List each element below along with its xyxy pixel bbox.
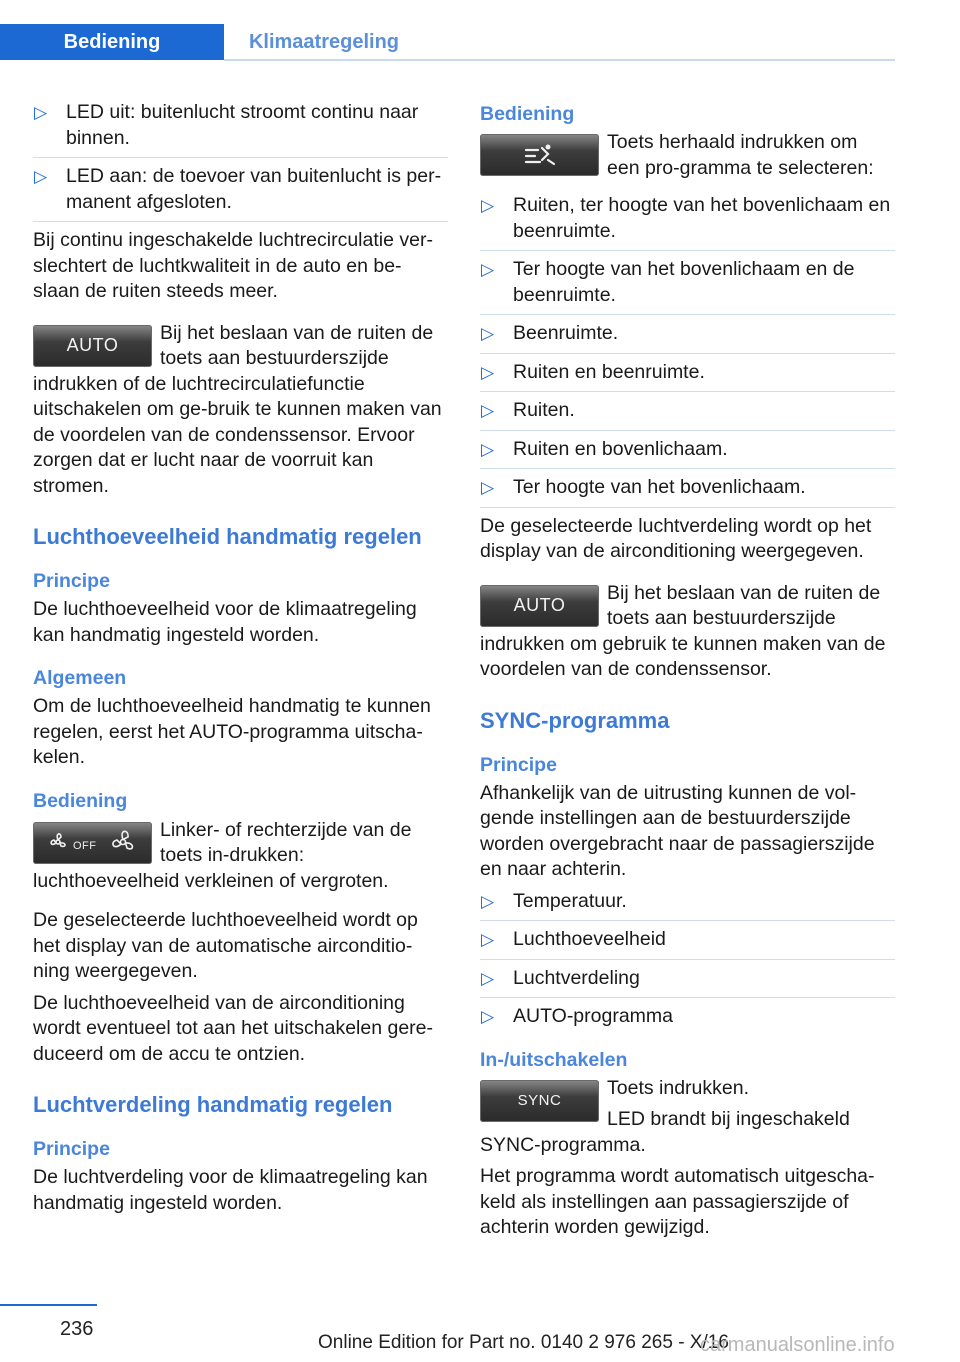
bullet-triangle-icon: ▷ <box>481 478 495 497</box>
tab-bediening[interactable]: Bediening <box>0 24 224 60</box>
paragraph: Bij het beslaan van de ruiten de toets aan bestuurderszijde indrukken of de luchtrecirculatiefunctie uitschakelen om ge‐bruik te kunnen maken van de voordelen van de condenssensor. Ervoor zorgen dat er lucht naar de voorruit kan stromen. <box>33 321 442 497</box>
paragraph: De luchtverdeling voor de klimaatregeling kan handmatig ingesteld worden. <box>33 1166 428 1214</box>
auto-note <box>480 581 895 683</box>
bullet-triangle-icon: ▷ <box>481 891 495 911</box>
auto-note <box>33 321 448 500</box>
tab-underline <box>224 59 895 61</box>
fan-icon <box>43 826 143 860</box>
auto-button-icon: AUTO <box>33 325 152 367</box>
footer-rule <box>0 1304 97 1306</box>
list-item: ▷ Luchtverdeling <box>480 966 895 999</box>
sync-button-icon: SYNC <box>480 1080 599 1122</box>
list-item: ▷ Temperatuur. <box>480 889 895 922</box>
subheading: Principe <box>33 570 110 592</box>
auto-button-icon: AUTO <box>480 585 599 627</box>
paragraph: Het programma wordt automatisch uitgescha‐keld als instellingen aan passagierszijde of achterin worden gewijzigd. <box>480 1165 875 1238</box>
list-item: ▷ Ter hoogte van het bovenlichaam en de beenruimte. <box>480 257 895 315</box>
subheading: Principe <box>33 1138 110 1160</box>
distribution-note <box>480 130 895 181</box>
air-distribution-button-icon <box>480 134 599 176</box>
right-column <box>480 100 895 1247</box>
fan-note <box>33 818 448 895</box>
bullet-triangle-icon: ▷ <box>481 439 495 459</box>
bullet-triangle-icon: ▷ <box>481 260 495 279</box>
bullet-triangle-icon: ▷ <box>481 930 495 949</box>
subheading: Principe <box>480 753 557 776</box>
paragraph: De geselecteerde luchtverdeling wordt op het display van de airconditioning weergegeven. <box>480 514 872 562</box>
paragraph: De geselecteerde luchthoeveelheid wordt op het display van de automatische airconditio‐ning weergegeven. <box>33 909 418 982</box>
section-heading: Luchthoeveelheid handmatig regelen <box>33 524 422 549</box>
paragraph: Afhankelijk van de uitrusting kunnen de vol‐gende instellingen aan de bestuurderszijde worden overgebracht naar de passagierszijde en naar achterin. <box>480 781 875 880</box>
paragraph: De luchthoeveelheid van de airconditioning wordt eventueel tot aan het uitschakelen gere‐duceerd om de accu te ontzien. <box>33 991 434 1065</box>
paragraph: Toets indrukken. <box>607 1076 749 1099</box>
svg-text:OFF: OFF <box>72 839 96 852</box>
subheading: Algemeen <box>33 667 127 689</box>
air-distribution-icon <box>520 140 560 170</box>
paragraph: Toets herhaald indrukken om een pro‐gramma te selecteren: <box>607 131 874 179</box>
bullet-triangle-icon: ▷ <box>481 362 495 382</box>
bullet-triangle-icon: ▷ <box>481 401 495 420</box>
paragraph: Bij het beslaan van de ruiten de toets aan bestuurderszijde indrukken om gebruik te kunnen maken van de voordelen van de condenssensor. <box>480 581 886 680</box>
subheading: Bediening <box>480 103 575 125</box>
subheading: Bediening <box>33 789 128 812</box>
subheading: In-/uitschakelen <box>480 1048 628 1071</box>
left-column <box>33 100 448 1222</box>
list-item: ▷ Ruiten. <box>480 398 895 431</box>
list-item: ▷ Ruiten, ter hoogte van het bovenlichaam en beenruimte. <box>480 193 895 251</box>
page-number: 236 <box>60 1318 94 1340</box>
bullet-triangle-icon: ▷ <box>481 324 495 343</box>
paragraph: Bij continu ingeschakelde luchtrecirculatie ver‐slechtert de luchtkwaliteit in de auto en be‐slaan de ruiten steeds meer. <box>33 229 433 302</box>
list-item: ▷ Ruiten en bovenlichaam. <box>480 437 895 470</box>
list-item: ▷ LED aan: de toevoer van buitenlucht is per‐manent afgesloten. <box>33 164 448 222</box>
footer-edition: Online Edition for Part no. 0140 2 976 265 - X/16 <box>318 1332 729 1353</box>
paragraph: De luchthoeveelheid voor de klimaatregeling kan handmatig ingesteld worden. <box>33 598 417 646</box>
section-heading: SYNC-programma <box>480 707 670 733</box>
watermark: carmanualsonline.info <box>700 1334 895 1356</box>
list-item: ▷ AUTO-programma <box>480 1004 895 1030</box>
bullet-triangle-icon: ▷ <box>481 968 495 988</box>
list-item: ▷ Ter hoogte van het bovenlichaam. <box>480 475 895 508</box>
bullet-triangle-icon: ▷ <box>34 103 48 122</box>
fan-button-icon <box>33 822 152 864</box>
header-tabs <box>0 24 895 62</box>
list-item: ▷ Luchthoeveelheid <box>480 927 895 960</box>
list-item: ▷ LED uit: buitenlucht stroomt continu naar binnen. <box>33 100 448 158</box>
section-heading: Luchtverdeling handmatig regelen <box>33 1092 393 1117</box>
sync-note <box>480 1076 895 1159</box>
paragraph: Om de luchthoeveelheid handmatig te kunnen regelen, eerst het AUTO-programma uitscha‐kelen. <box>33 695 431 768</box>
tab-klimaatregeling[interactable]: Klimaatregeling <box>248 30 400 53</box>
list-item: ▷ Beenruimte. <box>480 321 895 354</box>
bullet-triangle-icon: ▷ <box>481 196 495 215</box>
list-item: ▷ Ruiten en beenruimte. <box>480 360 895 393</box>
bullet-triangle-icon: ▷ <box>34 167 48 186</box>
bullet-triangle-icon: ▷ <box>481 1007 495 1026</box>
paragraph: LED brandt bij ingeschakeld SYNC-programma. <box>480 1108 850 1156</box>
paragraph: Linker- of rechterzijde van de toets in‐drukken: luchthoeveelheid verkleinen of vergroten. <box>33 818 412 892</box>
